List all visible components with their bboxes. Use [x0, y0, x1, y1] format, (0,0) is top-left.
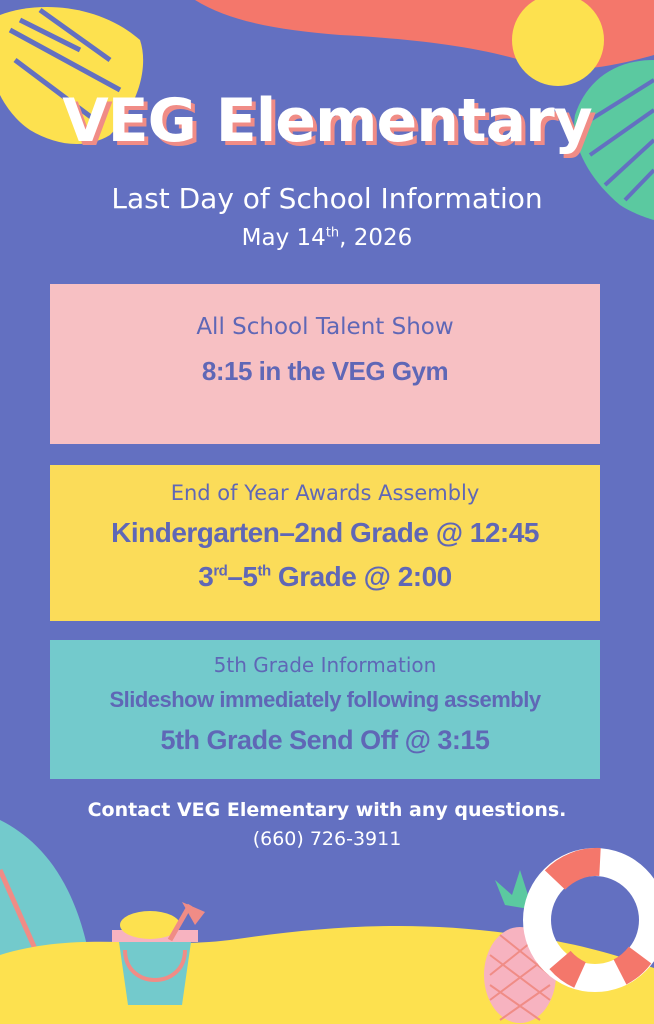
sun-shape	[512, 0, 604, 86]
send-off-time: 5th Grade Send Off @ 3:15	[160, 725, 490, 755]
grade-five: –5	[227, 561, 258, 592]
talent-show-card	[50, 284, 600, 444]
grade-five-ordinal: th	[257, 562, 271, 580]
grade-three-ordinal: rd	[213, 562, 228, 580]
phone-number: (660) 726-3911	[252, 828, 402, 850]
awards-heading: End of Year Awards Assembly	[170, 481, 480, 505]
date-ordinal: th	[325, 225, 340, 241]
fifth-grade-card	[50, 640, 600, 779]
contact-info	[0, 796, 654, 854]
talent-show-detail: 8:15 in the VEG Gym	[201, 356, 449, 386]
awards-upper-grades-time	[50, 561, 600, 593]
awards-assembly-card	[50, 465, 600, 621]
grade-three: 3	[198, 561, 214, 592]
date-year: , 2026	[339, 225, 413, 251]
page-title: VEG Elementary	[62, 86, 592, 156]
page-subtitle: Last Day of School Information	[111, 182, 543, 215]
grade-time: Grade @ 2:00	[270, 561, 452, 592]
awards-kindergarten-time: Kindergarten–2nd Grade @ 12:45	[111, 517, 539, 548]
talent-show-heading: All School Talent Show	[196, 314, 454, 340]
fifth-grade-heading: 5th Grade Information	[213, 653, 437, 677]
slideshow-info: Slideshow immediately following assembly	[109, 687, 541, 712]
event-date	[0, 225, 654, 251]
date-month-day: May 14	[241, 225, 326, 251]
contact-text: Contact VEG Elementary with any questions.	[87, 799, 567, 821]
